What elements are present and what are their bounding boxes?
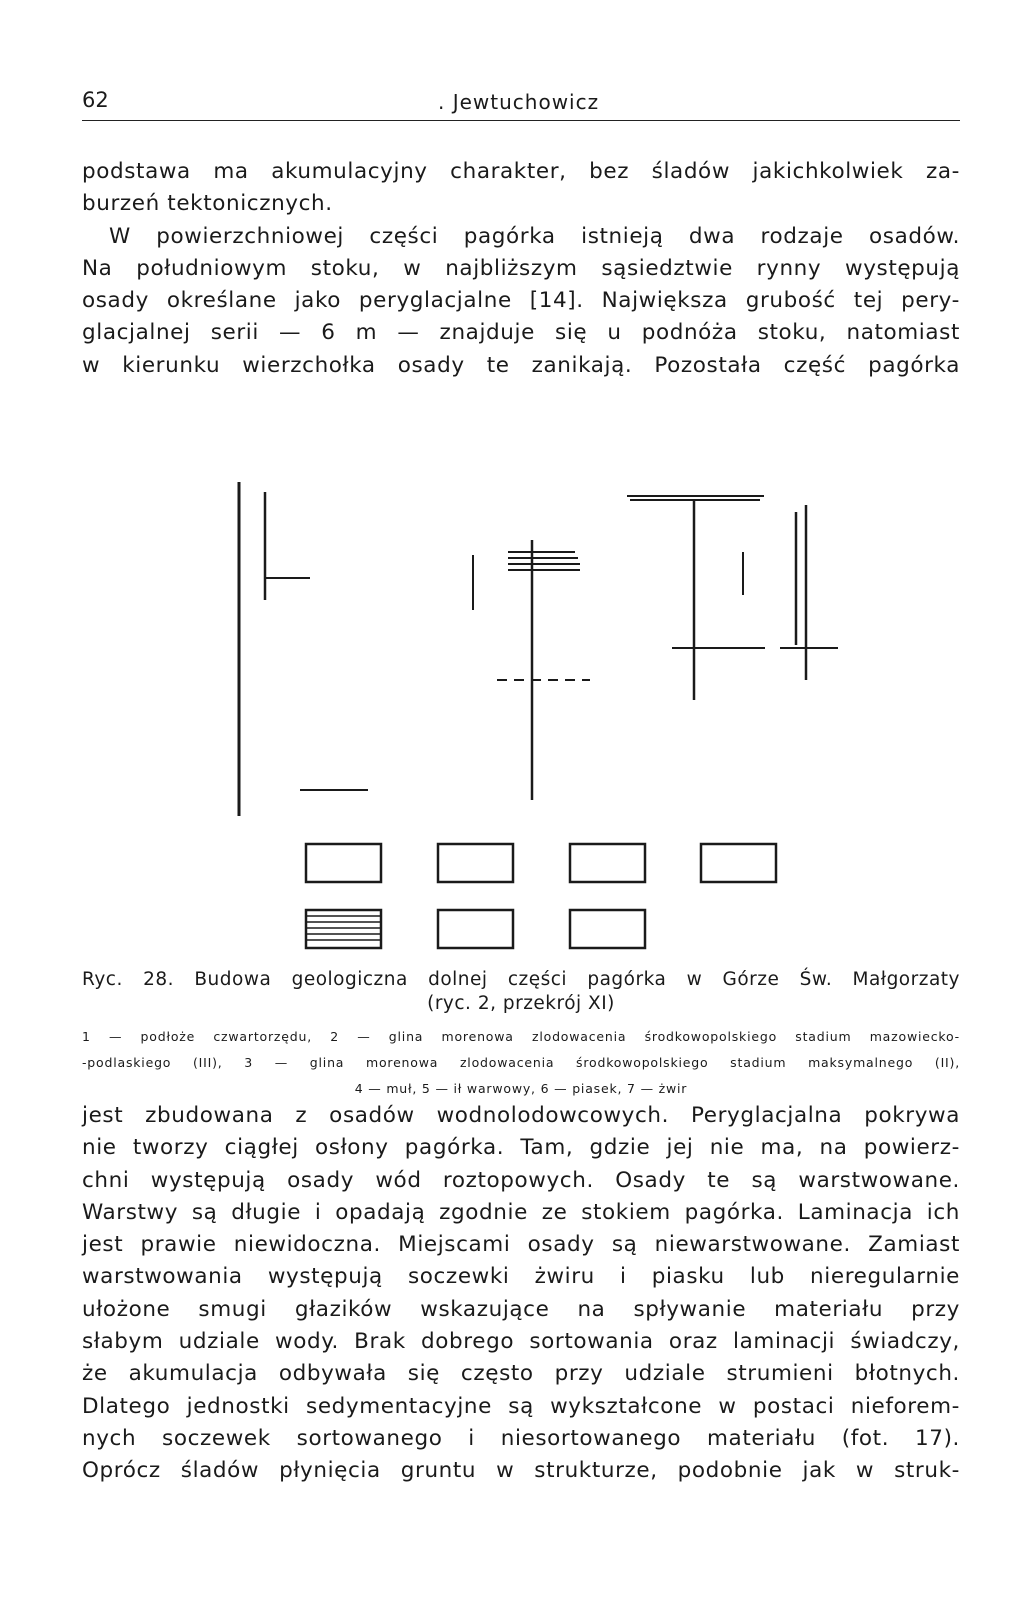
legend-box-3 [570, 844, 645, 882]
running-head: . Jewtuchowicz [438, 90, 600, 114]
legend-box-1 [306, 844, 381, 882]
text-line: jest prawie niewidoczna. Miejscami osady są niewarstwowane. Zamiast [82, 1232, 960, 1258]
legend-line: -podlaskiego (III), 3 — glina morenowa zlodowacenia środkowopolskiego stadium maksymalnego (II), [82, 1055, 960, 1070]
legend-box-5 [306, 910, 381, 948]
text-line: W powierzchniowej części pagórka istnieją dwa rodzaje osadów. [109, 223, 960, 249]
text-line: ułożone smugi głazików wskazujące na spływanie materiału przy [82, 1296, 960, 1322]
page-number: 62 [82, 88, 109, 112]
text-line: jest zbudowana z osadów wodnolodowcowych. Peryglacjalna pokrywa [82, 1103, 960, 1128]
legend-box-6 [438, 910, 513, 948]
text-line: Oprócz śladów płynięcia gruntu w strukturze, podobnie jak w struk- [82, 1458, 960, 1484]
text-line: glacjalnej serii — 6 m — znajduje się u podnóża stoku, natomiast [82, 320, 960, 346]
text-line: że akumulacja odbywała się często przy udziale strumieni błotnych. [82, 1361, 960, 1387]
cross-section-drawing [0, 470, 1024, 960]
text-line: słabym udziale wody. Brak dobrego sortowania oraz laminacji świadczy, [82, 1329, 960, 1355]
header-rule [82, 120, 960, 121]
text-line: Na południowym stoku, w najbliższym sąsiedztwie rynny występują [82, 255, 960, 281]
text-line: warstwowania występują soczewki żwiru i piasku lub nieregularnie [82, 1264, 960, 1290]
figure-legend [82, 1024, 960, 1102]
text-line: podstawa ma akumulacyjny charakter, bez śladów jakichkolwiek za- [82, 159, 960, 184]
caption-line: (ryc. 2, przekrój XI) [427, 993, 615, 1014]
text-line: nie tworzy ciągłej osłony pagórka. Tam, gdzie jej nie ma, na powierz- [82, 1135, 960, 1161]
text-line: nych soczewek sortowanego i niesortowanego materiału (fot. 17). [82, 1425, 960, 1451]
legend-box-7 [570, 910, 645, 948]
legend-box-4 [701, 844, 776, 882]
text-line: Dlatego jednostki sedymentacyjne są wykształcone w postaci nieforem- [82, 1393, 960, 1419]
text-line: Warstwy są długie i opadają zgodnie ze stokiem pagórka. Laminacja ich [82, 1199, 960, 1225]
page-header [82, 88, 960, 122]
text-line: burzeń tektonicznych. [82, 191, 333, 217]
figure-caption [82, 968, 960, 1016]
text-line: w kierunku wierzchołka osady te zanikają. Pozostała część pagórka [82, 352, 960, 378]
caption-line: Ryc. 28. Budowa geologiczna dolnej części pagórka w Górze Św. Małgorzaty [82, 969, 960, 990]
paragraph-bottom [82, 1100, 960, 1488]
geological-section-figure [0, 470, 1024, 960]
paragraph-top [82, 156, 960, 382]
text-line: chni występują osady wód roztopowych. Osady te są warstwowane. [82, 1167, 960, 1193]
legend-line: 1 — podłoże czwartorzędu, 2 — glina morenowa zlodowacenia środkowopolskiego stadium mazowiecko- [82, 1029, 960, 1044]
legend-line: 4 — muł, 5 — ił warwowy, 6 — piasek, 7 — żwir [354, 1081, 688, 1096]
legend-box-2 [438, 844, 513, 882]
text-line: osady określane jako peryglacjalne [14]. Największa grubość tej pery- [82, 288, 960, 314]
